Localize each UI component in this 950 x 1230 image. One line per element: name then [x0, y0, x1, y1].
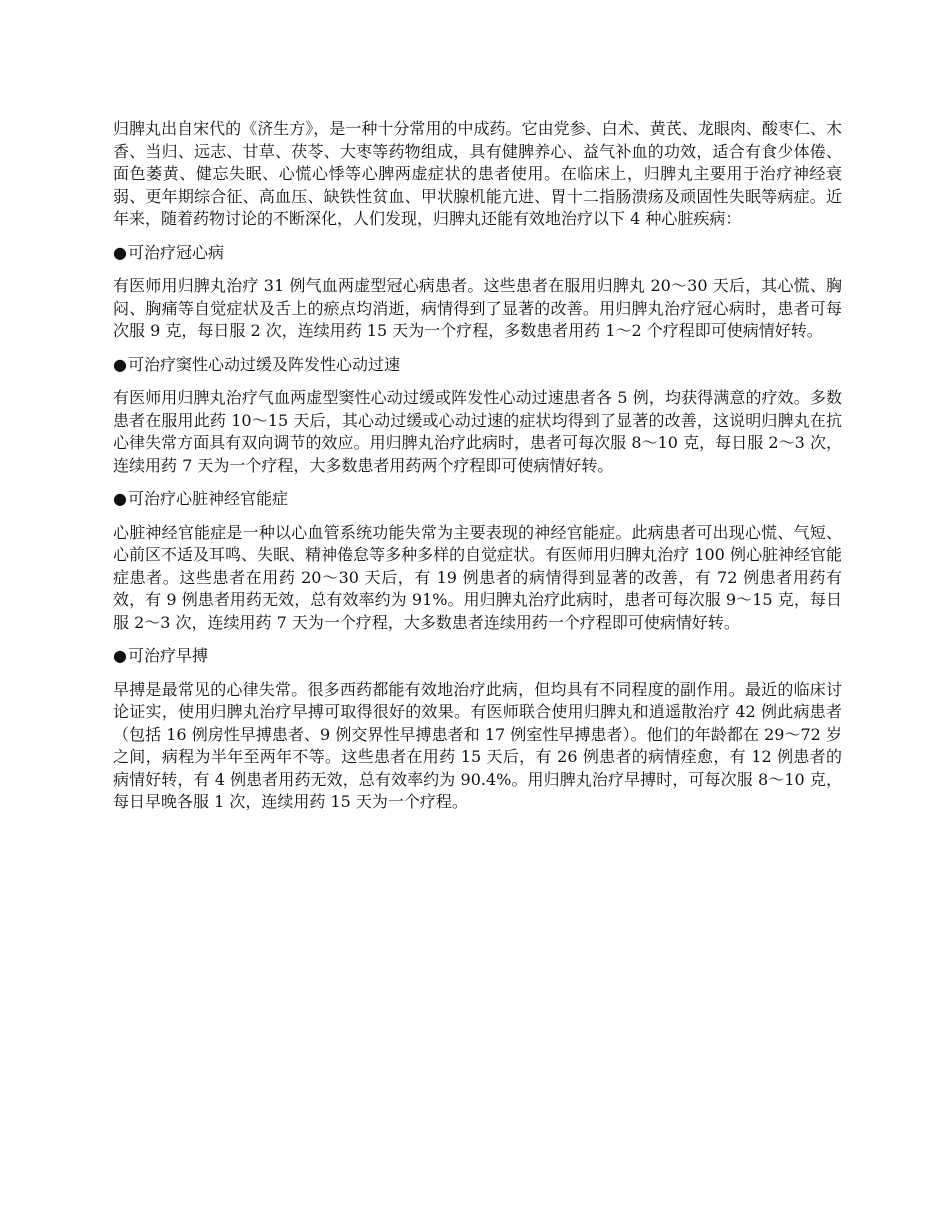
section-body: 心脏神经官能症是一种以心血管系统功能失常为主要表现的神经官能症。此病患者可出现心慌、气短、心前区不适及耳鸣、失眠、精神倦怠等多种多样的自觉症状。有医师用归脾丸治疗 100 例心脏神经官能症患者。这些患者在用药 20～30 天后，有 19 例患者的病情得到显著的改善，有 72 例患者用药有效，有 9 例患者用药无效，总有效率约为 91%。用归脾丸治疗此病时，患者可每次服 9～15 克，每日服 2～3 次，连续用药 7 天为一个疗程，大多数患者连续用药一个疗程即可使病情好转。 — [113, 522, 842, 632]
section-body: 有医师用归脾丸治疗气血两虚型窦性心动过缓或阵发性心动过速患者各 5 例，均获得满意的疗效。多数患者在服用此药 10～15 天后，其心动过缓或心动过速的症状均得到了显著的改善，这说明归脾丸在抗心律失常方面具有双向调节的效应。用归脾丸治疗此病时，患者可每次服 8～10 克，每日服 2～3 次，连续用药 7 天为一个疗程，大多数患者用药两个疗程即可使病情好转。 — [113, 388, 842, 475]
section-premature-beats — [113, 645, 842, 814]
section-heading — [113, 645, 842, 668]
section-heading-text: 可治疗冠心病 — [127, 242, 224, 262]
section-heading — [113, 242, 842, 265]
section-body: 早搏是最常见的心律失常。很多西药都能有效地治疗此病，但均具有不同程度的副作用。最近的临床讨论证实，使用归脾丸治疗早搏可取得很好的效果。有医师联合使用归脾丸和逍遥散治疗 42 例此病患者（包括 16 例房性早搏患者、9 例交界性早搏患者和 17 例室性早搏患者）。他们的年龄都在 29～72 岁之间，病程为半年至两年不等。这些患者在用药 15 天后，有 26 例患者的病情痊愈，有 12 例患者的病情好转，有 4 例患者用药无效，总有效率约为 90.4%。用归脾丸治疗早搏时，可每次服 8～10 克，每日早晚各服 1 次，连续用药 15 天为一个疗程。 — [113, 679, 842, 811]
intro-paragraph: 归脾丸出自宋代的《济生方》，是一种十分常用的中成药。它由党参、白术、黄芪、龙眼肉、酸枣仁、木香、当归、远志、甘草、茯苓、大枣等药物组成，具有健脾养心、益气补血的功效，适合有食少体倦、面色萎黄、健忘失眠、心慌心悸等心脾两虚症状的患者使用。在临床上，归脾丸主要用于治疗神经衰弱、更年期综合征、高血压、缺铁性贫血、甲状腺机能亢进、胃十二指肠溃疡及顽固性失眠等病症。近年来，随着药物讨论的不断深化，人们发现，归脾丸还能有效地治疗以下 4 种心脏疾病： — [113, 119, 842, 228]
section-body: 有医师用归脾丸治疗 31 例气血两虚型冠心病患者。这些患者在服用归脾丸 20～30 天后，其心慌、胸闷、胸痛等自觉症状及舌上的瘀点均消逝，病情得到了显著的改善。用归脾丸治疗冠心病时，患者可每次服 9 克，每日服 2 次，连续用药 15 天为一个疗程，多数患者用药 1～2 个疗程即可使病情好转。 — [113, 276, 842, 340]
bullet-icon: ● — [113, 646, 127, 665]
section-heading — [113, 488, 842, 511]
bullet-icon: ● — [113, 354, 127, 374]
section-heading — [113, 354, 842, 377]
bullet-icon: ● — [113, 489, 127, 508]
section-heading-text: 可治疗心脏神经官能症 — [127, 489, 288, 508]
section-arrhythmia — [113, 354, 842, 478]
section-cardiac-neurosis — [113, 488, 842, 634]
bullet-icon: ● — [113, 242, 127, 262]
section-coronary — [113, 242, 842, 343]
section-heading-text: 可治疗早搏 — [127, 646, 208, 665]
section-heading-text: 可治疗窦性心动过缓及阵发性心动过速 — [127, 354, 400, 374]
